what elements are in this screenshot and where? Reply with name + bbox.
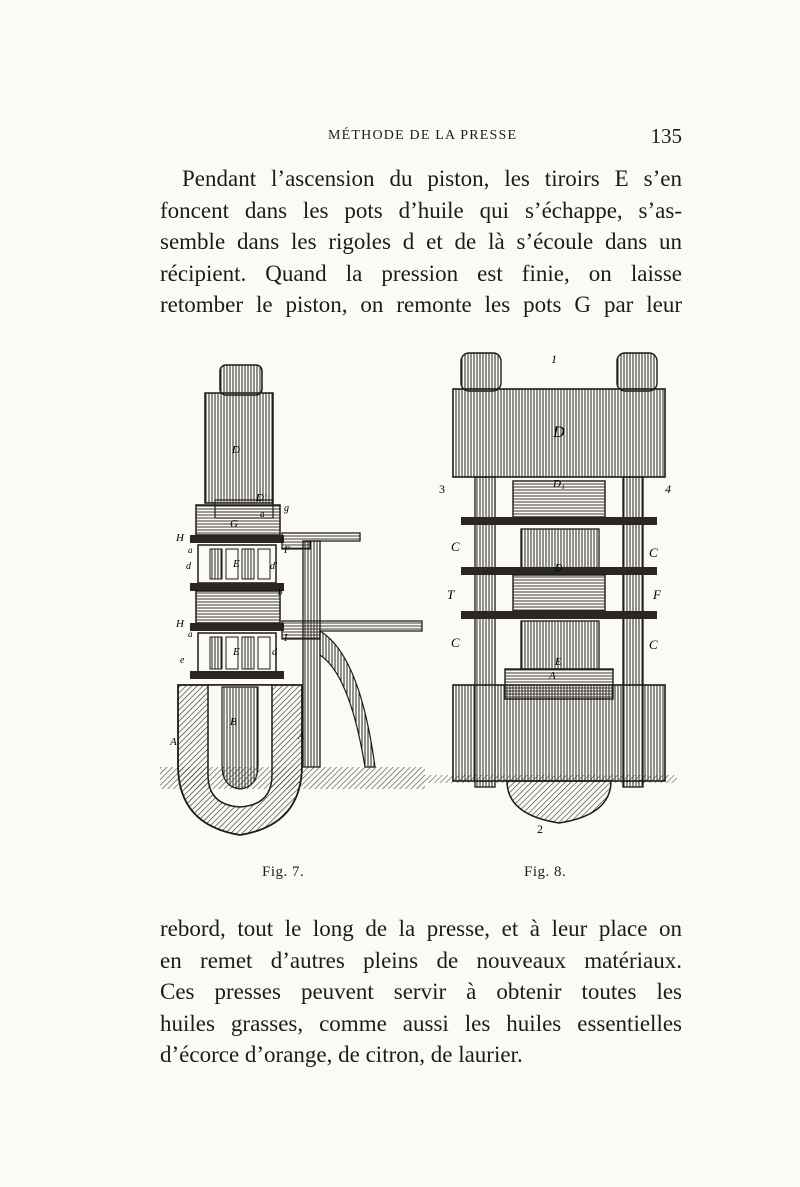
fig7-label-E-lower: E [233,646,240,658]
fig8-label-E: E [555,657,562,668]
fig8-label-C-lower-left: C [451,635,460,650]
figure-7-caption: Fig. 7. [262,864,305,880]
text-line: rebord, tout le long de la presse, et à leur place on [160,916,682,941]
fig8-label-C-lower-right: C [649,637,658,652]
figure-8-caption: Fig. 8. [524,864,567,880]
fig8-label-D: D [553,424,565,441]
text-line: foncent dans les pots d’huile qui s’échappe, s’as- [160,197,682,223]
text-line: d’écorce d’orange, de citron, de laurier. [160,1042,523,1067]
fig7-label-I-prime: I' [284,545,290,556]
figure-8-press-front [425,345,677,840]
fig8-label-2: 2 [537,822,543,836]
fig7-label-g: g [284,503,289,514]
fig7-label-E-upper: E [233,558,240,570]
fig7-label-B: B [230,716,237,728]
page-number: 135 [650,124,682,148]
fig8-label-T: T [447,587,455,602]
fig8-label-C-upper-left: C [451,539,460,554]
running-title: MÉTHODE DE LA PRESSE [328,128,518,143]
fig7-label-d-upper: d [186,561,191,572]
text-line: huiles grasses, comme aussi les huiles essentielles [160,1010,682,1036]
fig8-label-A: A [549,670,556,682]
fig7-label-a-lower: a [188,629,193,639]
fig8-label-C-upper-right: C [649,545,658,560]
fig7-label-e: e [180,655,185,666]
fig8-label-4: 4 [665,482,671,496]
text-line: semble dans les rigoles d et de là s’écoule dans un [160,229,682,254]
fig7-label-D-prime: D' [256,492,267,504]
fig7-label-D: D [232,444,240,456]
fig8-label-D1: D₁ [553,478,565,490]
fig7-label-a: a [260,509,265,519]
text-line: Ces presses peuvent servir à obtenir toutes les [160,979,682,1004]
page-header [160,124,682,150]
fig7-label-A-right: A [298,731,305,742]
figure-7-press-section [160,355,425,845]
fig7-label-I: I [284,633,288,644]
fig7-label-a-upper: a [188,545,193,555]
paragraph-top [160,163,682,321]
fig7-label-d-lower: d [272,647,277,658]
fig7-label-d-prime: d' [270,561,278,572]
text-line: en remet d’autres pleins de nouveaux matériaux. [160,947,682,973]
fig7-label-A-left: A [170,736,177,748]
fig8-label-1: 1 [551,352,557,366]
text-line: récipient. Quand la pression est finie, on laisse [160,260,682,286]
fig7-label-H-lower: H [176,618,184,630]
paragraph-bottom [160,913,682,1071]
text-line: Pendant l’ascension du piston, les tiroirs E s’en [182,166,682,191]
fig7-label-H-upper: H [176,532,184,544]
fig7-label-b: b [278,587,283,597]
fig8-label-D2: D [555,563,563,574]
fig8-label-3: 3 [439,482,445,496]
fig7-label-G: G [230,518,238,530]
text-line: retomber le piston, on remonte les pots G par leur [160,292,682,317]
fig8-label-F: F [653,587,661,602]
